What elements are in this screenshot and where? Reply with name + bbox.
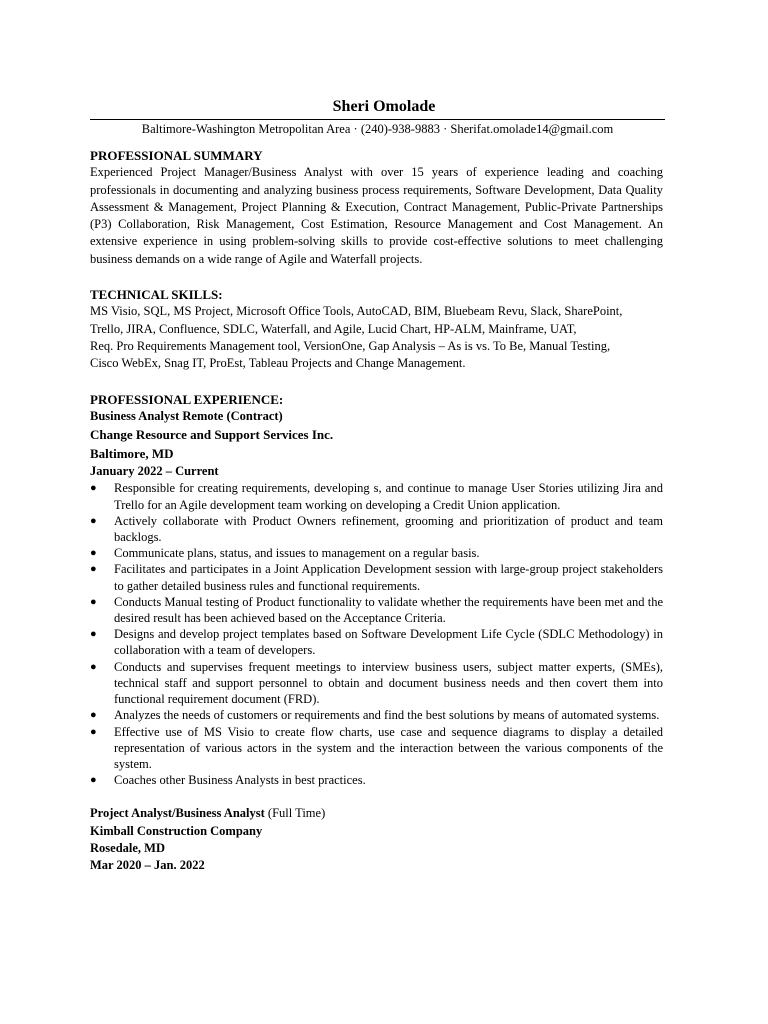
job2-role-line	[90, 805, 663, 822]
bullet-icon: ●	[90, 709, 97, 722]
list-item: ● Responsible for creating requirements, developing s, and continue to manage User Stories utilizing Jira and Trello for an Agile development team working on developing a Credit Union application.	[90, 481, 663, 512]
job1-bullet-list	[90, 480, 663, 788]
bullet-icon: ●	[90, 563, 97, 576]
summary-text: Experienced Project Manager/Business Analyst with over 15 years of experience leading and coaching professionals in documenting and analyzing business process requirements, Software Development, Data Quality Assessment & Management, Project Planning & Execution, Contract Management, Public-Private Partnerships (P3) Collaboration, Risk Management, Cost Estimation, Resource Management and Cost Management. An extensive experience in using problem-solving skills to provide cost-effective solutions to meet challenging business demands on a wide range of Agile and Waterfall projects.	[90, 165, 663, 266]
resume-body	[90, 147, 663, 875]
list-item: ● Designs and develop project templates based on Software Development Life Cycle (SDLC Methodology) in collaboration with a team of developers.	[90, 627, 663, 658]
job2-company: Kimball Construction Company	[90, 823, 263, 838]
list-item: ● Actively collaborate with Product Owners refinement, grooming and prioritization of product and team backlogs.	[90, 513, 663, 545]
list-item: ● Conducts and supervises frequent meetings to interview business users, subject matter experts, (SMEs), technical staff and support personnel to obtain and document business needs and then covert them into functional requirement document (FRD).	[90, 659, 663, 707]
job1-company: Change Resource and Support Services Inc.	[90, 427, 334, 443]
skills-line: Cisco WebEx, Snag IT, ProEst, Tableau Projects and Change Management.	[90, 356, 466, 371]
skills-heading: TECHNICAL SKILLS:	[90, 287, 223, 303]
bullet-icon: ●	[90, 547, 97, 560]
bullet-icon: ●	[90, 660, 97, 673]
job2-role: Project Analyst/Business Analyst	[90, 806, 265, 821]
bullet-icon: ●	[90, 514, 97, 527]
skills-line: MS Visio, SQL, MS Project, Microsoft Office Tools, AutoCAD, BIM, Bluebeam Revu, Slack, SharePoint,	[90, 304, 623, 319]
skills-line: Trello, JIRA, Confluence, SDLC, Waterfall, and Agile, Lucid Chart, HP-ALM, Mainframe, UAT,	[90, 321, 577, 336]
list-item: ● Communicate plans, status, and issues to management on a regular basis.	[90, 546, 480, 561]
bullet-icon: ●	[90, 628, 97, 641]
job2-location: Rosedale, MD	[90, 840, 165, 855]
experience-heading: PROFESSIONAL EXPERIENCE:	[90, 391, 284, 407]
job1-role: Business Analyst Remote (Contract)	[90, 408, 283, 423]
list-item: ● Facilitates and participates in a Joint Application Development session with large-group project stakeholders to gather detailed business rules and functional requirements.	[90, 562, 663, 593]
header-divider	[90, 119, 665, 120]
job2-dates: Mar 2020 – Jan. 2022	[90, 858, 205, 873]
job1-location: Baltimore, MD	[90, 446, 174, 462]
bullet-icon: ●	[90, 595, 97, 608]
bullet-icon: ●	[90, 774, 97, 787]
candidate-name: Sheri Omolade	[332, 98, 436, 115]
list-item: ● Conducts Manual testing of Product functionality to validate whether the requirements have been met and the desired result has been achieved based on the Acceptance Criteria.	[90, 594, 663, 626]
job1-dates: January 2022 – Current	[90, 464, 219, 479]
list-item: ● Coaches other Business Analysts in best practices.	[90, 773, 366, 788]
skills-line: Req. Pro Requirements Management tool, VersionOne, Gap Analysis – As is vs. To Be, Manual Testing,	[90, 338, 611, 353]
summary-heading: PROFESSIONAL SUMMARY	[90, 148, 263, 163]
job2-type: (Full Time)	[267, 806, 326, 821]
contact-line: Baltimore-Washington Metropolitan Area · (240)-938-9883 · Sherifat.omolade14@gmail.com	[141, 122, 614, 136]
list-item: ● Effective use of MS Visio to create flow charts, use case and sequence diagrams to display a detailed representation of various actors in the system and the interaction between the various components of the system.	[90, 724, 663, 771]
list-item: ● Analyzes the needs of customers or requirements and find the best solutions by means of automated systems.	[90, 708, 660, 723]
bullet-icon: ●	[90, 482, 97, 495]
bullet-icon: ●	[90, 725, 97, 738]
